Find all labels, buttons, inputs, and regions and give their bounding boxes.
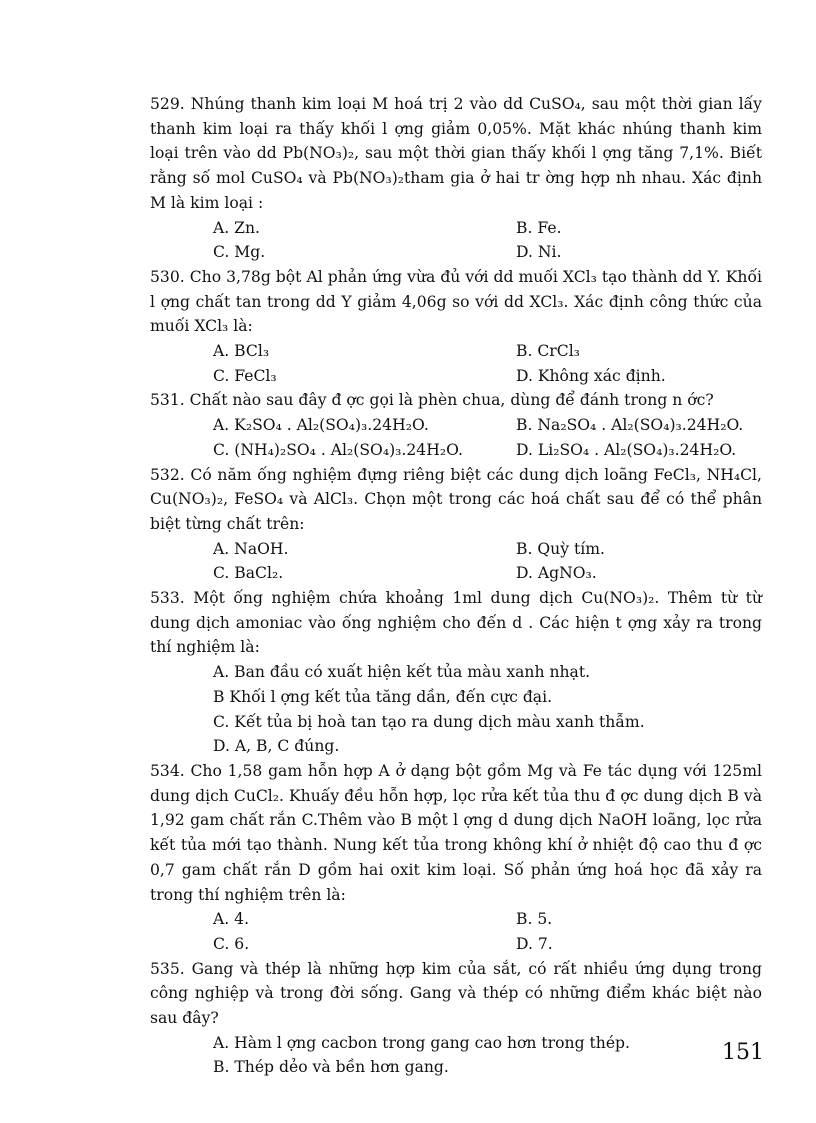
question-text: 531. Chất nào sau đây đ ợc gọi là phèn chua, dùng để đánh trong n ớc? bbox=[150, 391, 714, 410]
answer-options bbox=[150, 216, 762, 265]
answer-option: B. Quỳ tím. bbox=[516, 539, 605, 558]
answer-option: D. Ni. bbox=[516, 243, 562, 262]
answer-option: B Khối l ợng kết tủa tăng dần, đến cực đại. bbox=[213, 687, 553, 706]
question-text: 532. Có năm ống nghiệm đựng riêng biệt các dung dịch loãng FeCl₃, NH₄Cl, Cu(NO₃)₂, FeSO₄ và AlCl₃. Chọn một trong các hoá chất sau để có thể phân biệt từng chất trên: bbox=[150, 465, 762, 533]
answer-option: A. BCl₃ bbox=[213, 342, 270, 361]
answer-option: C. FeCl₃ bbox=[213, 366, 277, 385]
answer-option: C. (NH₄)₂SO₄ . Al₂(SO₄)₃.24H₂O. bbox=[213, 440, 463, 459]
answer-option: C. Mg. bbox=[213, 243, 266, 262]
question-text: 530. Cho 3,78g bột Al phản ứng vừa đủ với dd muối XCl₃ tạo thành dd Y. Khối l ợng chất tan trong dd Y giảm 4,06g so với dd XCl₃. Xác định công thức của muối XCl₃ là: bbox=[150, 267, 762, 336]
answer-option: D. Không xác định. bbox=[516, 366, 666, 385]
question-text: 534. Cho 1,58 gam hỗn hợp A ở dạng bột gồm Mg và Fe tác dụng với 125ml dung dịch CuCl₂. Khuấy đều hỗn hợp, lọc rửa kết tủa thu đ ợc dung dịch B và 1,92 gam chất rắn C.Thêm vào B một l ợng d dung dịch NaOH loãng, lọc rửa kết tủa mới tạo thành. Nung kết tủa trong không khí ở nhiệt độ cao thu đ ợc 0,7 gam chất rắn D gồm hai oxit kim loại. Số phản ứng hoá học đã xảy ra trong thí nghiệm trên là: bbox=[150, 761, 762, 904]
answer-options bbox=[150, 907, 762, 956]
answer-option: A. Hàm l ợng cacbon trong gang cao hơn trong thép. bbox=[213, 1033, 630, 1052]
answer-option: C. BaCl₂. bbox=[213, 564, 284, 583]
answer-option: B. 5. bbox=[516, 910, 553, 929]
answer-option: B. Fe. bbox=[516, 218, 562, 237]
answer-option: C. 6. bbox=[213, 934, 250, 953]
answer-option: B. Thép dẻo và bền hơn gang. bbox=[213, 1058, 449, 1077]
answer-options bbox=[150, 413, 762, 462]
answer-option: A. Ban đầu có xuất hiện kết tủa màu xanh nhạt. bbox=[213, 663, 591, 682]
answer-options bbox=[150, 1031, 762, 1080]
answer-option: D. A, B, C đúng. bbox=[213, 737, 340, 756]
answer-option: D. Li₂SO₄ . Al₂(SO₄)₃.24H₂O. bbox=[516, 440, 737, 459]
document-body bbox=[150, 92, 762, 1080]
answer-option: D. 7. bbox=[516, 934, 553, 953]
answer-option: B. CrCl₃ bbox=[516, 342, 580, 361]
answer-option: A. Zn. bbox=[213, 218, 261, 237]
answer-options bbox=[150, 339, 762, 388]
answer-option: A. 4. bbox=[213, 910, 250, 929]
answer-option: D. AgNO₃. bbox=[516, 564, 597, 583]
answer-option: A. NaOH. bbox=[213, 539, 289, 558]
answer-options bbox=[150, 537, 762, 586]
answer-option: A. K₂SO₄ . Al₂(SO₄)₃.24H₂O. bbox=[213, 416, 429, 435]
page-number: 151 bbox=[722, 1040, 764, 1065]
question-text: 533. Một ống nghiệm chứa khoảng 1ml dung dịch Cu(NO₃)₂. Thêm từ từ dung dịch amoniac vào ống nghiệm cho đến d . Các hiện t ợng xảy ra trong thí nghiệm là: bbox=[150, 589, 762, 657]
answer-option: B. Na₂SO₄ . Al₂(SO₄)₃.24H₂O. bbox=[516, 416, 744, 435]
answer-option: C. Kết tủa bị hoà tan tạo ra dung dịch màu xanh thẫm. bbox=[213, 712, 645, 731]
question-text: 529. Nhúng thanh kim loại M hoá trị 2 vào dd CuSO₄, sau một thời gian lấy thanh kim loại ra thấy khối l ợng giảm 0,05%. Mặt khác nhúng thanh kim loại trên vào dd Pb(NO₃)₂, sau một thời gian thấy khối l ợng tăng 7,1%. Biết rằng số mol CuSO₄ và Pb(NO₃)₂tham gia ở hai tr ờng hợp nh nhau. Xác định M là kim loại : bbox=[150, 95, 762, 212]
question-text: 535. Gang và thép là những hợp kim của sắt, có rất nhiều ứng dụng trong công nghiệp và trong đời sống. Gang và thép có những điểm khác biệt nào sau đây? bbox=[150, 959, 762, 1028]
answer-options bbox=[150, 660, 762, 759]
